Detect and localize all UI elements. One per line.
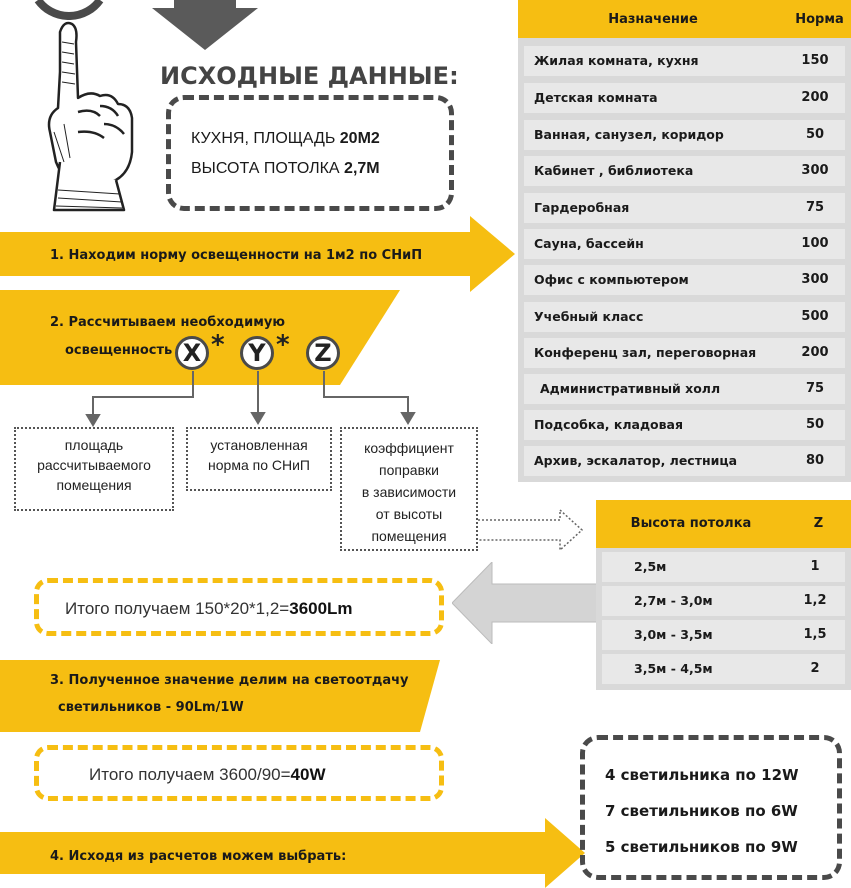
option-item: 7 светильников по 6W [605,802,798,820]
input-area-value: 20М2 [339,130,380,147]
table-row [524,193,845,223]
table-row [524,120,845,150]
result1-text [65,599,353,619]
explain-z-line: помещения [371,528,447,544]
explain-z-line: коэффициент [364,440,454,456]
height-table [596,500,851,690]
row-name: Конференц зал, переговорная [534,345,757,360]
explain-z-line: от высоты [375,506,443,522]
row-value: 2 [810,661,820,676]
formula-x: X [175,336,209,370]
explain-x-line: помещения [56,477,132,493]
row-name: Жилая комната, кухня [534,53,699,68]
height-header-value: Z [813,516,824,531]
row-value: 75 [805,381,825,396]
table-row [602,586,845,616]
table-row [524,83,845,113]
height-table-header [596,500,851,548]
row-name: 2,5м [634,559,667,574]
result1-box [34,578,444,636]
input-area-label: КУХНЯ, ПЛОЩАДЬ [191,130,340,147]
result2-prefix: Итого получаем 3600/90= [89,765,291,784]
step3-label-1: 3. Полученное значение делим на светоотдачу [50,673,409,688]
result2-box [34,745,444,801]
formula-z: Z [306,336,340,370]
row-name: Детская комната [534,90,658,105]
explain-x-box [14,427,174,511]
row-value: 200 [801,345,829,360]
input-area-line [191,130,380,148]
norm-table [518,0,851,482]
table-row [524,446,845,476]
row-value: 500 [801,309,829,324]
options-box [580,735,842,880]
option-item: 4 светильника по 12W [605,766,799,784]
table-row [524,302,845,332]
table-row [524,229,845,259]
row-value: 300 [801,272,829,287]
table-row [524,410,845,440]
table-row [524,265,845,295]
explain-z-line: в зависимости [361,484,457,500]
row-name: Ванная, санузел, коридор [534,127,724,142]
row-name: Кабинет , библиотека [534,163,694,178]
explain-x-line: рассчитываемого [37,457,151,473]
row-value: 1,2 [803,593,827,608]
formula-y: Y [240,336,274,370]
row-name: Гардеробная [534,200,630,215]
row-value: 75 [805,200,825,215]
step2-label-2: освещенность [65,343,173,358]
step2-label-1: 2. Рассчитываем необходимую [50,315,285,330]
step1-label: 1. Находим норму освещенности на 1м2 по СНиП [50,248,423,263]
row-value: 300 [801,163,829,178]
height-header-name: Высота потолка [630,516,752,531]
down-arrow-icon [150,0,260,52]
norm-table-header [518,0,851,38]
row-value: 150 [801,53,829,68]
explain-z-line: поправки [379,462,439,478]
result2-text [89,765,326,785]
row-value: 50 [805,417,825,432]
explain-y-line: норма по СНиП [208,457,310,473]
table-row [602,654,845,684]
row-name: Административный холл [540,381,721,396]
table-row [602,552,845,582]
back-arrow [452,562,602,644]
input-height-value: 2,7М [344,160,380,177]
row-name: Архив, эскалатор, лестница [534,453,738,468]
result1-value: 3600Lm [289,599,353,618]
row-name: 3,0м - 3,5м [634,627,713,642]
input-height-label: ВЫСОТА ПОТОЛКА [191,160,345,177]
row-name: 2,7м - 3,0м [634,593,713,608]
row-name: Подсобка, кладовая [534,417,684,432]
row-value: 1,5 [803,627,827,642]
row-value: 200 [801,90,829,105]
table-row [524,338,845,368]
formula-star-2: * [276,330,290,360]
row-value: 100 [801,236,829,251]
row-name: 3,5м - 4,5м [634,661,713,676]
step4-label: 4. Исходя из расчетов можем выбрать: [50,849,347,864]
table-row [524,46,845,76]
input-height-line [191,160,380,178]
norm-header-name: Назначение [608,12,698,27]
explain-y-box [186,427,332,491]
table-row [524,156,845,186]
row-name: Офис с компьютером [534,272,689,287]
norm-header-value: Норма [795,12,844,27]
row-name: Сауна, бассейн [534,236,644,251]
table-row [602,620,845,650]
page-title: ИСХОДНЫЕ ДАННЫЕ: [160,62,459,90]
result1-prefix: Итого получаем 150*20*1,2= [65,599,290,618]
row-name: Учебный класс [534,309,644,324]
step3-label-2: светильников - 90Lm/1W [58,700,244,715]
option-item: 5 светильников по 9W [605,838,798,856]
formula-star-1: * [211,330,225,360]
input-data-box [166,95,454,211]
table-row [524,374,845,404]
step3-banner [0,660,440,732]
explain-x-line: площадь [64,437,124,453]
pointing-hand-icon [20,12,150,212]
row-value: 50 [805,127,825,142]
row-value: 80 [805,453,825,468]
result2-value: 40W [290,765,326,784]
explain-y-line: установленная [210,437,308,453]
row-value: 1 [810,559,820,574]
explain-z-box [340,427,478,551]
